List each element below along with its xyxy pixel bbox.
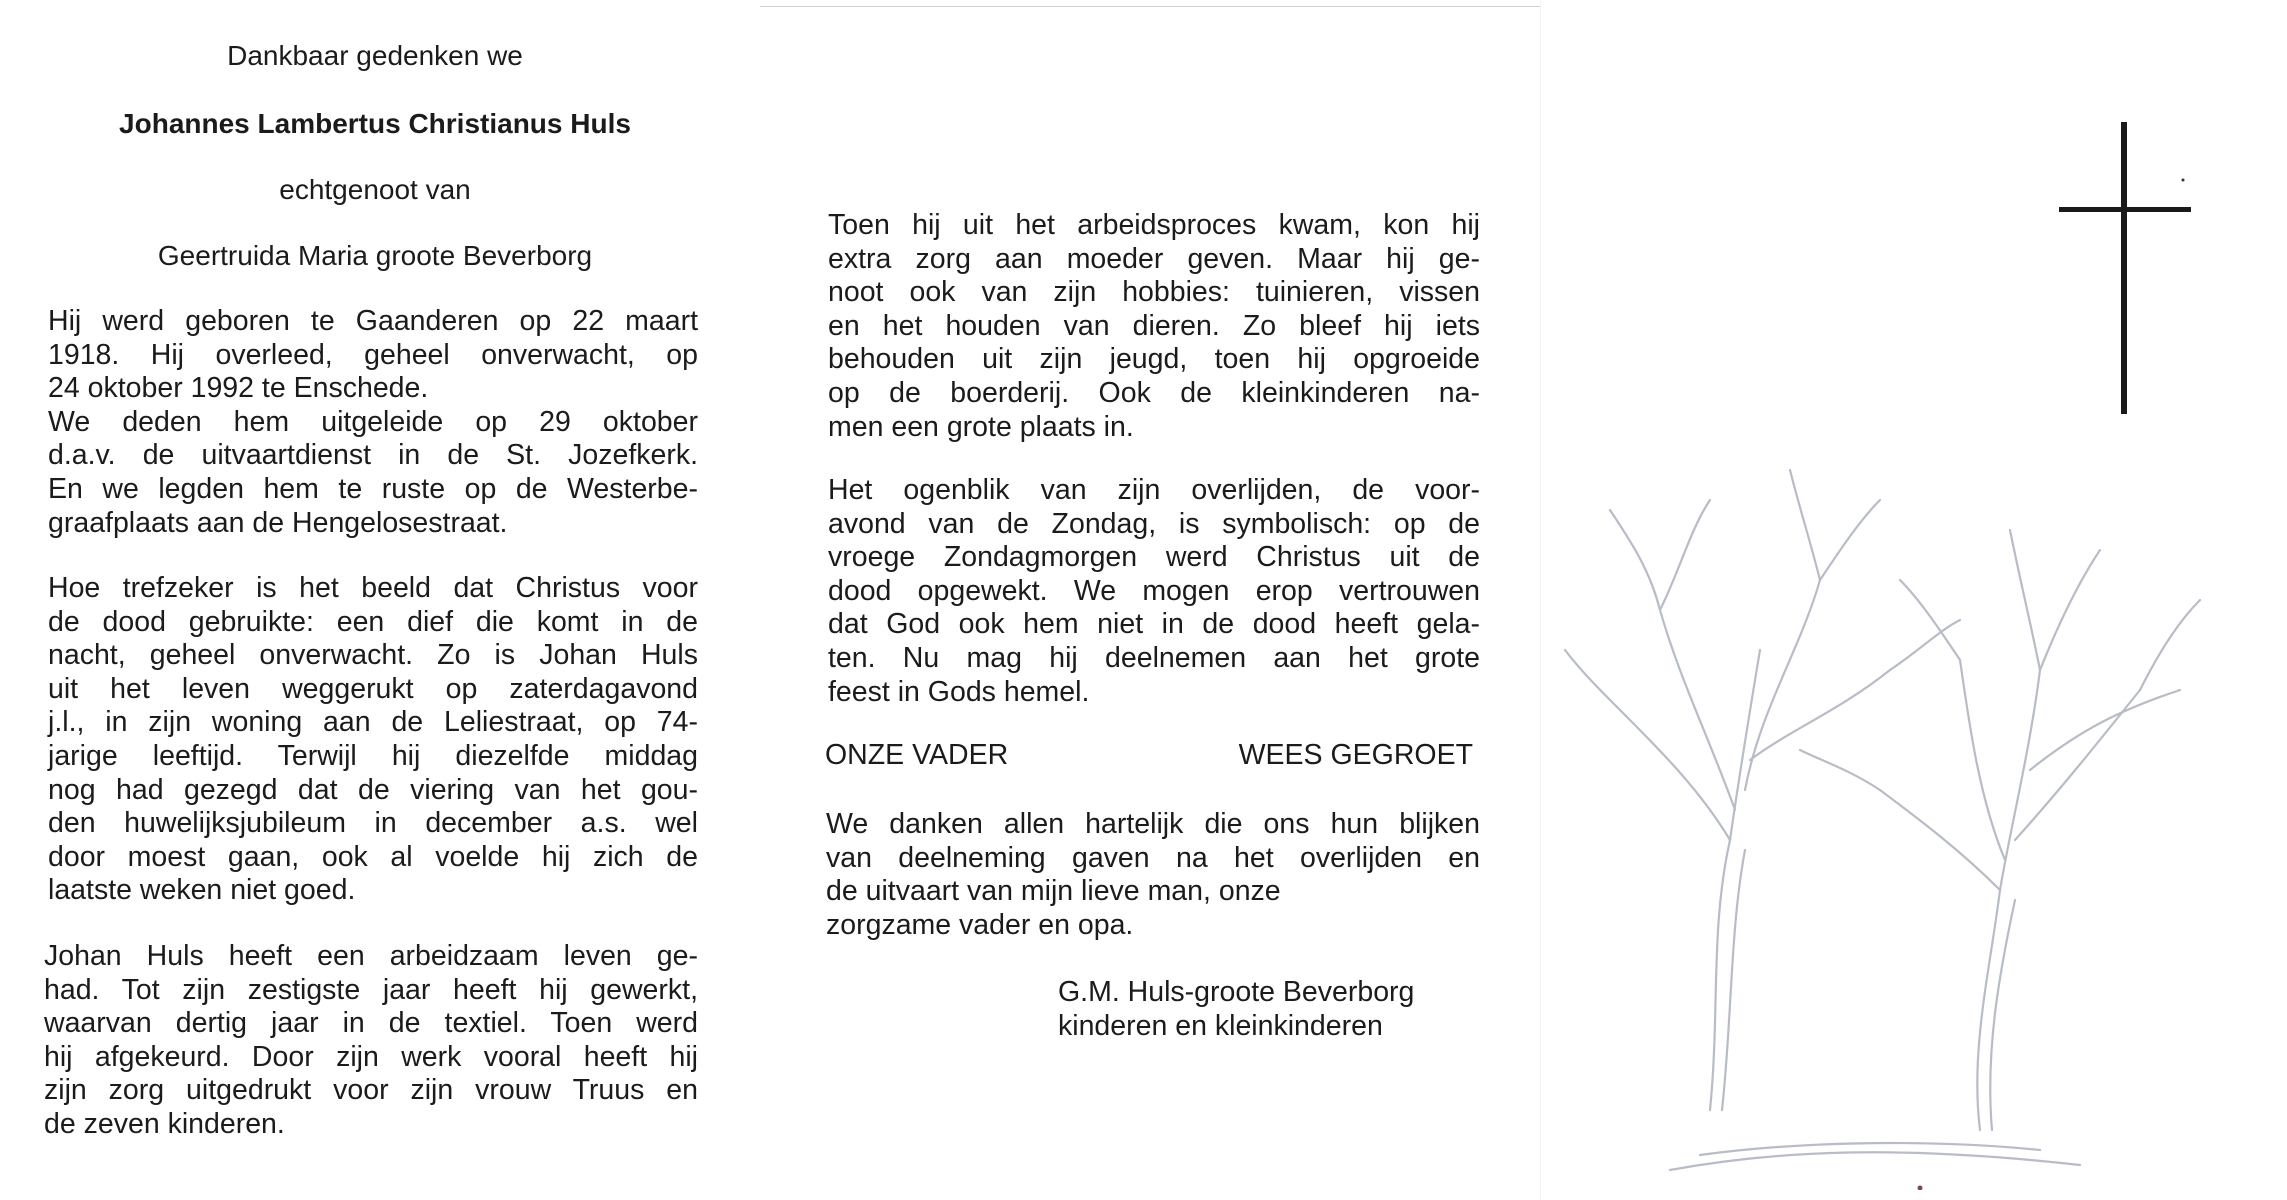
intro-line: Dankbaar gedenken we bbox=[227, 40, 523, 71]
text-line: En we legden hem te ruste op de Westerbe- bbox=[48, 472, 698, 505]
text-line: den huwelijksjubileum in december a.s. wel bbox=[48, 807, 698, 840]
prayer-our-father: ONZE VADER bbox=[825, 739, 1009, 771]
right-paragraph-2 bbox=[828, 474, 1480, 709]
text-line: Hoe trefzeker is het beeld dat Christus voor bbox=[48, 572, 698, 604]
text-line: en het houden van dieren. Zo bleef hij iets bbox=[828, 309, 1480, 342]
text-line: zorgzame vader en opa. bbox=[826, 908, 1134, 941]
text-line: zijn zorg uitgedrukt voor zijn vrouw Truus en bbox=[44, 1074, 698, 1107]
signature-line-2: kinderen en kleinkinderen bbox=[1058, 1009, 1383, 1042]
text-line: behouden uit zijn jeugd, toen hij opgroeide bbox=[828, 343, 1480, 376]
text-line: dat God ook hem niet in de dood heeft gela- bbox=[828, 608, 1480, 641]
text-line: uit het leven weggerukt op zaterdagavond bbox=[48, 672, 698, 705]
right-paragraph-3 bbox=[826, 808, 1480, 942]
relation-line: echtgenoot van bbox=[279, 174, 471, 205]
text-line: graafplaats aan de Hengelosestraat. bbox=[48, 506, 508, 539]
text-line: We deden hem uitgeleide op 29 oktober bbox=[48, 405, 698, 438]
text-line: op de boerderij. Ook de kleinkinderen na- bbox=[828, 376, 1480, 409]
text-line: Johan Huls heeft een arbeidzaam leven ge- bbox=[44, 940, 698, 972]
spouse-name: Geertruida Maria groote Beverborg bbox=[157, 240, 593, 271]
text-line: Toen hij uit het arbeidsproces kwam, kon hij bbox=[828, 209, 1480, 241]
deceased-name: Johannes Lambertus Christianus Huls bbox=[119, 108, 631, 139]
text-line: de dood gebruikte: een dief die komt in de bbox=[48, 605, 698, 638]
right-paragraph-1 bbox=[828, 209, 1480, 444]
left-paragraph-3 bbox=[44, 940, 698, 1142]
text-line: j.l., in zijn woning aan de Leliestraat, op 74- bbox=[48, 706, 698, 739]
text-line: extra zorg aan moeder geven. Maar hij ge- bbox=[828, 242, 1480, 275]
text-line: Hij werd geboren te Gaanderen op 22 maart bbox=[48, 305, 698, 337]
text-line: dood opgewekt. We mogen erop vertrouwen bbox=[828, 574, 1480, 607]
text-line: noot ook van zijn hobbies: tuinieren, vissen bbox=[828, 276, 1480, 309]
top-edge-line bbox=[760, 6, 1540, 7]
text-line: We danken allen hartelijk die ons hun blijken bbox=[826, 808, 1480, 840]
text-line: van deelneming gaven na het overlijden en bbox=[826, 841, 1480, 874]
text-line: de zeven kinderen. bbox=[44, 1107, 285, 1140]
tree-illustration bbox=[1560, 410, 2260, 1190]
text-line: 1918. Hij overleed, geheel onverwacht, op bbox=[48, 338, 698, 371]
prayer-line bbox=[825, 739, 1473, 772]
text-line: door moest gaan, ook al voelde hij zich de bbox=[48, 840, 698, 873]
left-paragraph-1 bbox=[48, 305, 698, 540]
text-line: nog had gezegd dat de viering van het gou- bbox=[48, 773, 698, 806]
text-line: hij afgekeurd. Door zijn werk vooral heeft hij bbox=[44, 1040, 698, 1073]
text-line: jarige leeftijd. Terwijl hij diezelfde middag bbox=[48, 739, 698, 772]
text-line: d.a.v. de uitvaartdienst in de St. Jozefkerk. bbox=[48, 439, 698, 472]
text-line: feest in Gods hemel. bbox=[828, 675, 1090, 708]
signature bbox=[1058, 976, 1414, 1043]
text-line: men een grote plaats in. bbox=[828, 410, 1134, 443]
signature-line-1: G.M. Huls-groote Beverborg bbox=[1058, 976, 1415, 1008]
text-line: Het ogenblik van zijn overlijden, de voor- bbox=[828, 474, 1480, 506]
text-line: de uitvaart van mijn lieve man, onze bbox=[826, 875, 1281, 908]
prayer-hail-mary: WEES GEGROET bbox=[1238, 739, 1473, 771]
text-line: laatste weken niet goed. bbox=[48, 874, 356, 907]
text-line: nacht, geheel onverwacht. Zo is Johan Huls bbox=[48, 639, 698, 672]
text-line: had. Tot zijn zestigste jaar heeft hij gewerkt, bbox=[44, 973, 698, 1006]
text-line: vroege Zondagmorgen werd Christus uit de bbox=[828, 541, 1480, 574]
text-line: ten. Nu mag hij deelnemen aan het grote bbox=[828, 641, 1480, 674]
left-paragraph-2 bbox=[48, 572, 698, 908]
cross-icon bbox=[2055, 118, 2195, 418]
text-line: 24 oktober 1992 te Enschede. bbox=[48, 372, 429, 405]
text-line: waarvan dertig jaar in de textiel. Toen werd bbox=[44, 1007, 698, 1040]
text-line: avond van de Zondag, is symbolisch: op de bbox=[828, 507, 1480, 540]
